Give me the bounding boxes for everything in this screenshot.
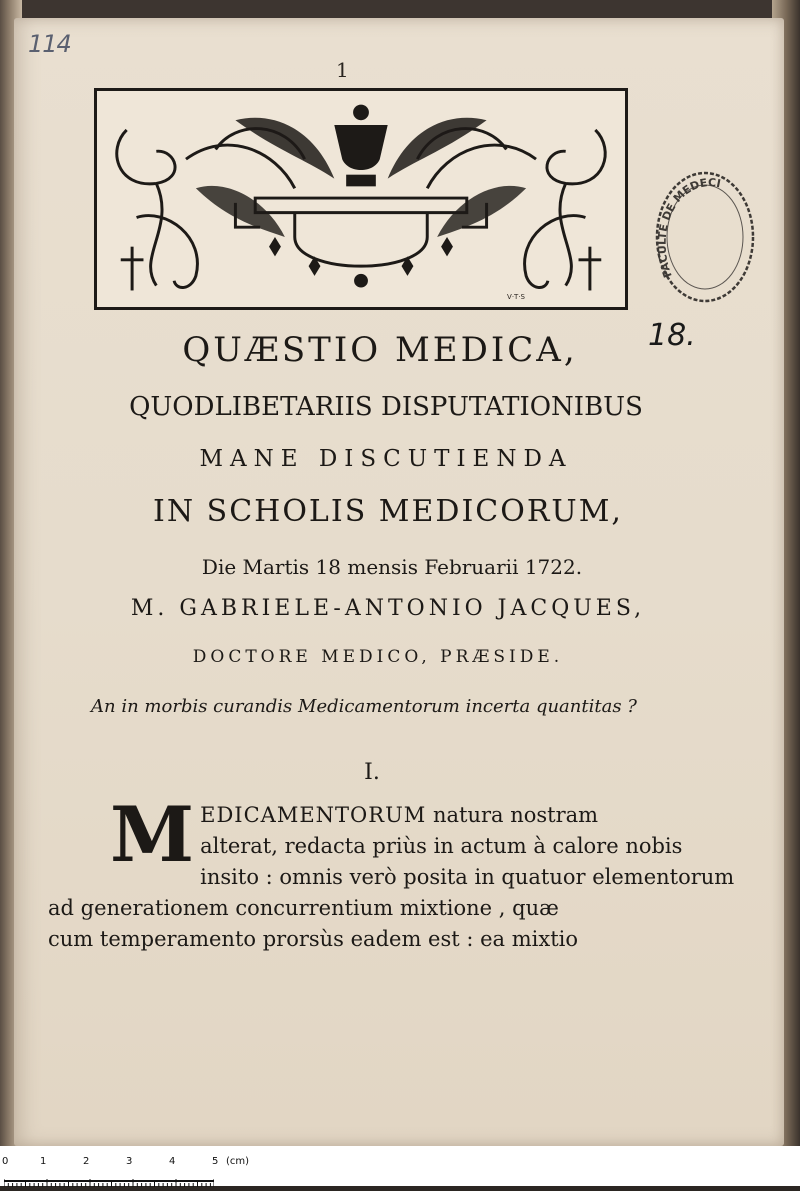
- ruler-label-4: 4: [169, 1156, 176, 1167]
- ruler-label-1: 1: [40, 1156, 47, 1167]
- body-line-1-tail: natura nostram: [426, 803, 599, 827]
- title-line-2: QUODLIBETARIIS DISPUTATIONIBUS: [129, 392, 643, 422]
- body-line-4: ad generationem concurrentium mixtione , quæ: [48, 896, 559, 920]
- handwritten-catalog-number: 114: [28, 30, 71, 58]
- body-line-3: insito : omnis verò posita in quatuor elementorum: [200, 865, 735, 889]
- body-line-5: cum temperamento prorsùs eadem est : ea mixtio: [48, 927, 578, 951]
- scale-ruler: [0, 1156, 250, 1186]
- stamp-text: FACULTE DE MEDECI: [655, 176, 722, 280]
- woodcut-ornament: [94, 88, 628, 310]
- engraver-signature: V·T·S: [507, 293, 525, 301]
- library-stamp: [652, 166, 758, 308]
- ruler-unit-label: (cm): [226, 1156, 250, 1167]
- ruler-label-5: 5: [212, 1156, 219, 1167]
- body-paragraph: [48, 790, 735, 955]
- drop-cap: M: [110, 790, 195, 879]
- title-line-1: QUÆSTIO MEDICA,: [182, 330, 578, 370]
- title-date-line: Die Martis 18 mensis Februarii 1722.: [201, 555, 583, 579]
- title-line-3: MANE DISCUTIENDA: [199, 446, 573, 472]
- title-role-line: DOCTORE MEDICO, PRÆSIDE.: [192, 647, 564, 667]
- page-number: 1: [336, 58, 349, 82]
- section-number: I.: [364, 760, 380, 785]
- ornament-drawing: [97, 91, 625, 307]
- ruler-label-2: 2: [83, 1156, 90, 1167]
- body-line-1-head: EDICAMENTORUM: [200, 803, 427, 827]
- ruler-bar: [4, 1172, 214, 1182]
- handwritten-folio-note: 18.: [648, 318, 696, 353]
- body-line-2: alterat, redacta priùs in actum à calore nobis: [200, 834, 683, 858]
- ruler-label-0: 0: [2, 1156, 9, 1167]
- title-line-4: IN SCHOLIS MEDICORUM,: [153, 494, 623, 529]
- question-line: An in morbis curandis Medicamentorum incerta quantitas ?: [91, 696, 637, 717]
- title-author-line: M. GABRIELE-ANTONIO JACQUES,: [130, 596, 646, 621]
- svg-text:FACULTE DE MEDECINE: [652, 166, 722, 279]
- ruler-label-3: 3: [126, 1156, 133, 1167]
- scan-top-edge: [0, 0, 800, 20]
